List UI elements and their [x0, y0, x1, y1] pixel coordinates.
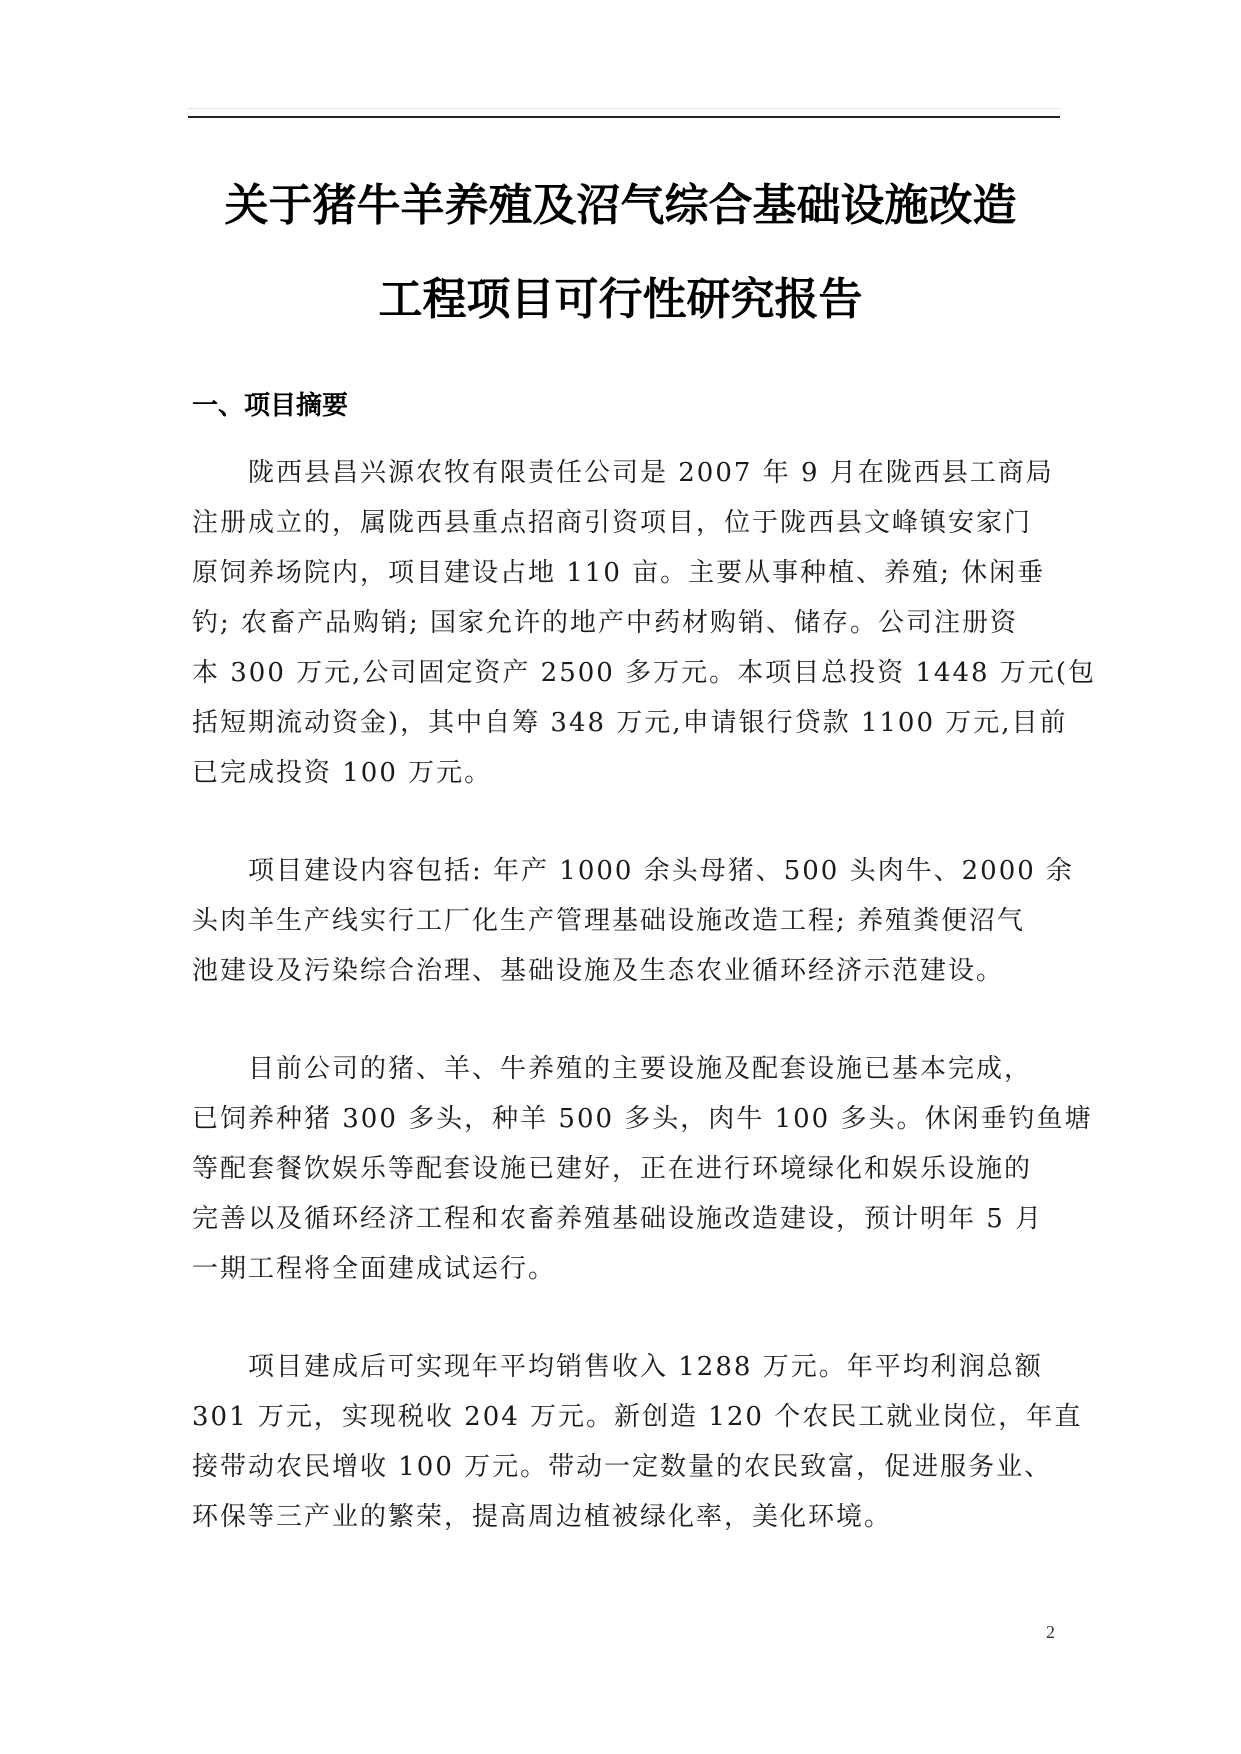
- document-title-line-2: 工程项目可行性研究报告: [378, 274, 863, 325]
- text-line: 301 万元，实现税收 204 万元。新创造 120 个农民工就业岗位，年直: [192, 1402, 1083, 1432]
- paragraph-expected-benefits: [192, 1342, 1083, 1542]
- header-decoration: [188, 108, 1060, 113]
- text-line: 完善以及循环经济工程和农畜养殖基础设施改造建设，预计明年 5 月: [192, 1204, 1044, 1234]
- text-line: 陇西县昌兴源农牧有限责任公司是 2007 年 9 月在陇西县工商局: [248, 458, 1054, 488]
- text-line: 注册成立的，属陇西县重点招商引资项目，位于陇西县文峰镇安家门: [192, 508, 1033, 538]
- text-line: 池建设及污染综合治理、基础设施及生态农业循环经济示范建设。: [192, 956, 1005, 986]
- text-line: 接带动农民增收 100 万元。带动一定数量的农民致富，促进服务业、: [192, 1452, 1053, 1482]
- text-line: 目前公司的猪、羊、牛养殖的主要设施及配套设施已基本完成，: [248, 1054, 1033, 1084]
- document-title-line-1: 关于猪牛羊养殖及沼气综合基础设施改造: [224, 180, 1017, 231]
- text-line: 原饲养场院内，项目建设占地 110 亩。主要从事种植、养殖; 休闲垂: [192, 558, 1046, 588]
- section-heading: 一、项目摘要: [192, 391, 349, 421]
- text-line: 一期工程将全面建成试运行。: [192, 1254, 557, 1284]
- paragraph-current-progress: [192, 1044, 1093, 1294]
- text-line: 已饲养种猪 300 多头，种羊 500 多头，肉牛 100 多头。休闲垂钓鱼塘: [192, 1104, 1093, 1134]
- text-line: 已完成投资 100 万元。: [192, 758, 493, 788]
- page-number: 2: [1046, 1622, 1055, 1642]
- paragraph-construction-content: [192, 846, 1075, 996]
- text-line: 本 300 万元,公司固定资产 2500 多万元。本项目总投资 1448 万元(包: [192, 658, 1096, 688]
- text-line: 项目建设内容包括: 年产 1000 余头母猪、500 头肉牛、2000 余: [248, 856, 1075, 886]
- header-rule: [188, 116, 1060, 118]
- text-line: 钓; 农畜产品购销; 国家允许的地产中药材购销、储存。公司注册资: [192, 608, 1019, 638]
- text-line: 环保等三产业的繁荣，提高周边植被绿化率，美化环境。: [192, 1502, 893, 1532]
- text-line: 项目建成后可实现年平均销售收入 1288 万元。年平均利润总额: [248, 1352, 1043, 1382]
- paragraph-company-overview: [192, 448, 1096, 798]
- text-line: 等配套餐饮娱乐等配套设施已建好，正在进行环境绿化和娱乐设施的: [192, 1154, 1033, 1184]
- text-line: 头肉羊生产线实行工厂化生产管理基础设施改造工程; 养殖粪便沼气: [192, 906, 1026, 936]
- text-line: 括短期流动资金)，其中自筹 348 万元,申请银行贷款 1100 万元,目前: [192, 708, 1068, 738]
